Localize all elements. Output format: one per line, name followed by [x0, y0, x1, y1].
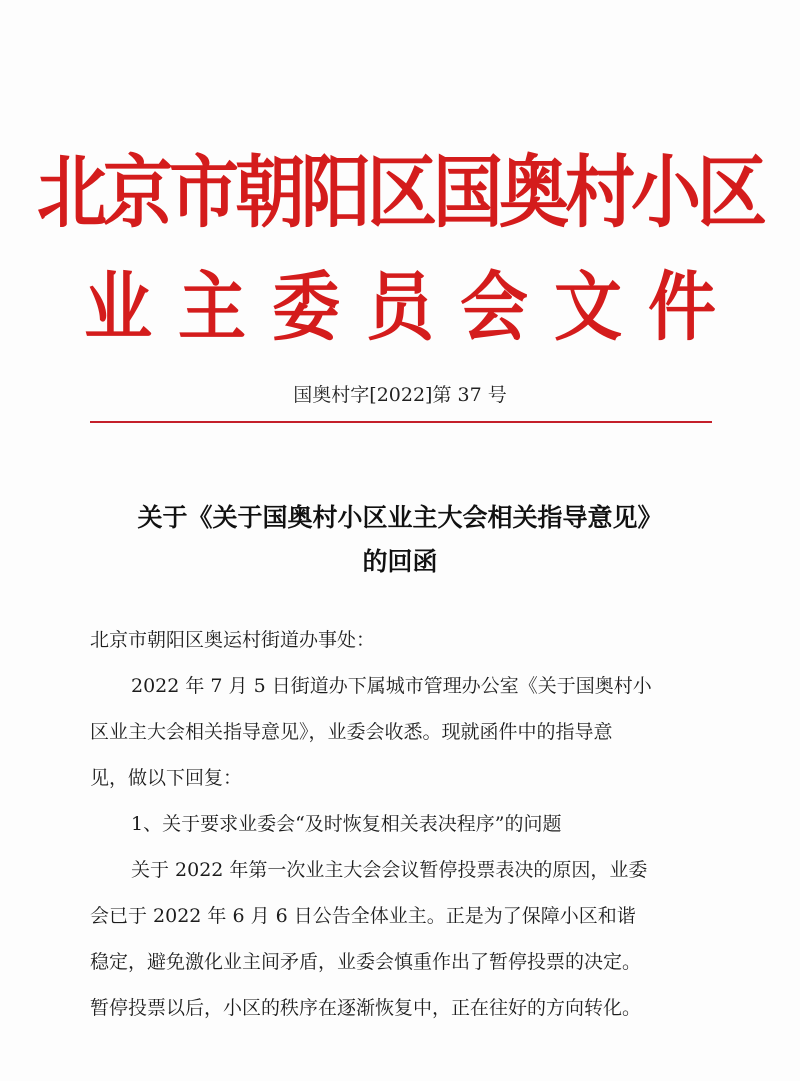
paragraph1-line2: 区业主大会相关指导意见》，业委会收悉。现就函件中的指导意	[90, 721, 613, 743]
document-number: 国奥村字[2022]第 37 号	[293, 384, 507, 406]
paragraph1-line3: 见，做以下回复：	[90, 767, 243, 789]
paragraph2-line2: 会已于 2022 年 6 月 6 日公告全体业主。正是为了保障小区和谐	[90, 905, 636, 927]
paragraph2-line3: 稳定，避免激化业主间矛盾，业委会慎重作出了暂停投票的决定。	[90, 951, 642, 973]
red-separator-line	[90, 421, 712, 423]
document-title-line2: 的回函	[362, 547, 438, 576]
paragraph2-line1: 关于 2022 年第一次业主大会会议暂停投票表决的原因，业委	[131, 859, 648, 881]
issuer-header-line1: 北京市朝阳区国奥村小区	[37, 146, 763, 239]
issuer-header-line2: 业主委员会文件	[83, 264, 742, 352]
item1-heading: 1、关于要求业委会“及时恢复相关表决程序”的问题	[131, 813, 562, 835]
document-title-line1: 关于《关于国奥村小区业主大会相关指导意见》	[137, 503, 663, 532]
addressee: 北京市朝阳区奥运村街道办事处：	[90, 629, 376, 651]
paragraph2-line4: 暂停投票以后，小区的秩序在逐渐恢复中，正在往好的方向转化。	[90, 997, 642, 1019]
paragraph1-line1: 2022 年 7 月 5 日街道办下属城市管理办公室《关于国奥村小	[131, 675, 652, 697]
